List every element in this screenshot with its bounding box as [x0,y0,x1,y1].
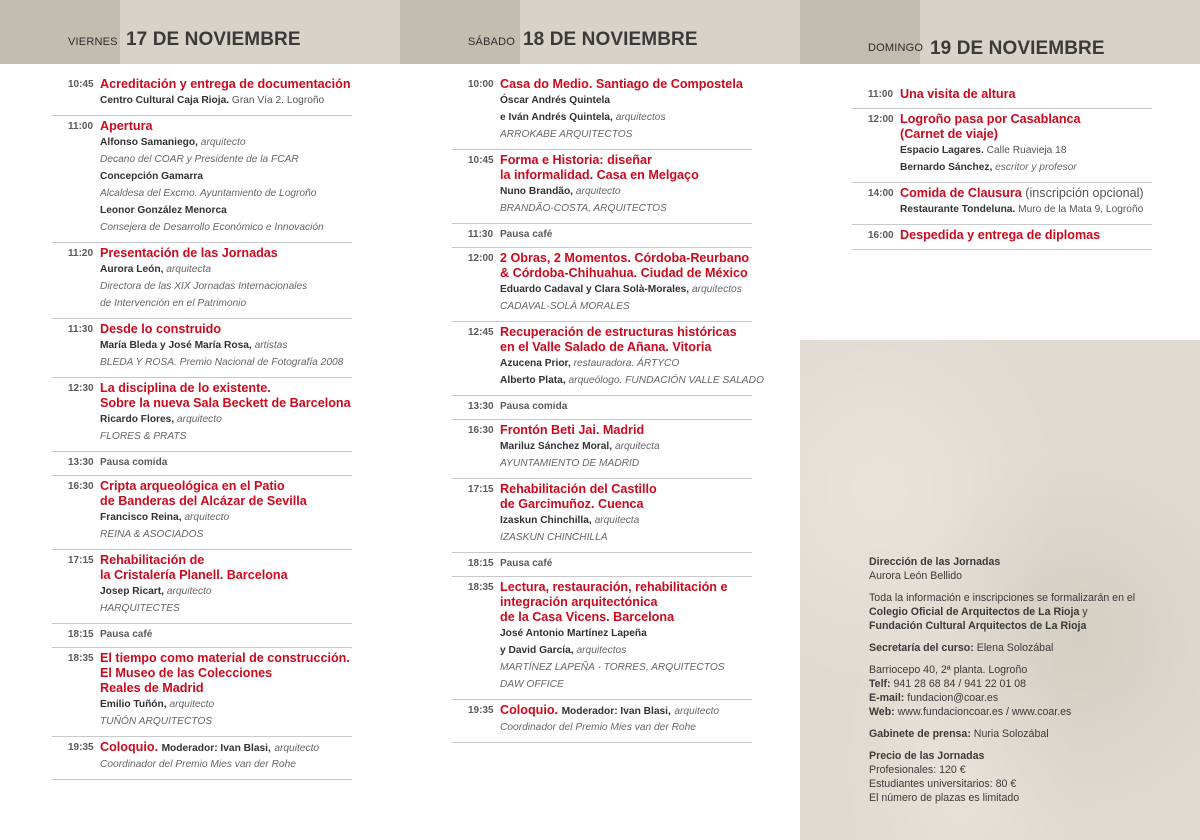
event-line [100,261,352,278]
event-title-text: Forma e Historia: diseñar la informalidad. Casa en Melgaço [500,153,699,182]
schedule-column-friday [52,74,352,780]
event-line [900,142,1152,159]
event-time: 12:30 [68,383,94,394]
secretaria-name: Elena Solozábal [973,642,1054,654]
web-value[interactable]: www.fundacioncoar.es / www.coar.es [894,706,1072,718]
pause-label: Pausa café [100,629,153,640]
event-body [100,479,352,543]
event-line [500,92,752,109]
day-date-sunday: 19 DE NOVIEMBRE [930,38,1105,59]
event-title [100,479,352,509]
event-line [100,337,352,354]
event-body [500,153,752,217]
event-title-text: El tiempo como material de construcción. El Museo de las Colecciones Reales de Madrid [100,651,350,695]
event-note: FLORES & PRATS [100,431,187,442]
event-row [852,109,1152,183]
email-value[interactable]: fundacion@coar.es [904,692,999,704]
speaker-name: y David García, [500,645,574,656]
event-body [500,557,752,570]
inscripciones-text: Toda la información e inscripciones se formalizarán en el [869,592,1136,604]
event-time: 19:35 [68,742,94,753]
event-line [900,201,1152,218]
event-time: 17:15 [68,555,94,566]
event-line [500,625,752,642]
event-note: ARROKABE ARQUITECTOS [500,129,633,140]
event-line [100,411,352,428]
event-row [52,648,352,737]
event-row [852,225,1152,250]
pause-row [452,396,752,420]
address: Barriocepo 40, 2ª planta. Logroño [869,664,1028,676]
event-body [500,228,752,241]
event-line [100,583,352,600]
speaker-name: Azucena Prior, [500,358,571,369]
event-body [100,246,352,312]
event-title [100,246,352,261]
event-body [900,186,1152,218]
event-time: 11:20 [68,248,94,259]
event-time: 11:30 [468,229,494,240]
event-title-text: Coloquio. [100,740,159,754]
speaker-name: Eduardo Cadaval y Clara Solà-Morales, [500,284,690,295]
plazas-note: El número de plazas es limitado [869,792,1020,804]
event-title [500,482,752,512]
event-row [52,737,352,780]
event-line [100,202,352,219]
speaker-name: Restaurante Tondeluna. [900,204,1016,215]
colegio-name: Colegio Oficial de Arquitectos de La Rioja [869,606,1080,618]
event-title-text: 2 Obras, 2 Momentos. Córdoba-Reurbano & Córdoba-Chihuahua. Ciudad de México [500,251,750,280]
pause-label: Pausa comida [500,401,568,412]
event-title [500,423,752,438]
event-note: Coordinador del Premio Mies van der Rohe [500,722,696,733]
event-title [500,251,752,281]
event-line [500,183,752,200]
event-row [52,243,352,319]
speaker-role: arquitecto [575,186,621,197]
speaker-role: arquitecto [184,512,230,523]
event-row [52,550,352,624]
event-note: BLEDA Y ROSA. Premio Nacional de Fotografía 2008 [100,357,344,368]
event-title-text: Apertura [100,119,153,133]
direccion-name: Aurora León Bellido [869,570,963,582]
event-body [500,325,764,389]
event-title-text: Desde lo construido [100,322,222,336]
day-label-sunday: DOMINGO [868,42,924,54]
event-body [500,400,752,413]
pause-row [52,624,352,648]
event-time: 11:00 [868,89,894,100]
event-line [100,168,352,185]
day-label-saturday: SÁBADO [468,36,516,48]
speaker-role: arquitecta [166,264,211,275]
event-title [900,87,1152,102]
event-time: 11:30 [68,324,94,335]
event-note: Decano del COAR y Presidente de la FCAR [100,154,299,165]
event-note: Alcaldesa del Excmo. Ayuntamiento de Logroño [100,188,317,199]
speaker-role: escritor y profesor [995,162,1077,173]
event-title-text: Frontón Beti Jai. Madrid [500,423,645,437]
event-title [100,553,352,583]
event-note: AYUNTAMIENTO DE MADRID [500,458,640,469]
event-row [452,150,752,224]
event-row [452,420,752,479]
event-note: Directora de las XIX Jornadas Internacionales [100,281,308,292]
speaker-role: arquitecto [166,586,212,597]
speaker-name: Centro Cultural Caja Rioja. [100,95,230,106]
event-time: 10:45 [468,155,494,166]
event-time: 10:45 [68,79,94,90]
event-note: TUÑÓN ARQUITECTOS [100,716,213,727]
day-date-saturday: 18 DE NOVIEMBRE [523,29,698,50]
event-title-text: La disciplina de lo existente. Sobre la nueva Sala Beckett de Barcelona [100,381,351,410]
event-line [500,281,752,298]
speaker-name: Bernardo Sánchez, [900,162,993,173]
event-title-text: Lectura, restauración, rehabilitación e integración arquitectónica de la Casa Vicens. Barcelona [500,580,728,624]
event-line [100,509,352,526]
event-line [500,355,752,372]
event-body [500,482,752,546]
event-title [500,580,752,625]
event-title-text: Logroño pasa por Casablanca (Carnet de viaje) [900,112,1081,141]
event-line [500,512,752,529]
event-time: 12:00 [868,114,894,125]
event-title-text: Coloquio. [500,703,559,717]
event-time: 18:15 [68,629,94,640]
event-time: 18:15 [468,558,494,569]
event-time: 11:00 [68,121,94,132]
venue-address: Calle Ruavieja 18 [986,145,1067,156]
speaker-name: Nuno Brandão, [500,186,574,197]
web-label: Web: [869,706,895,718]
event-line [100,92,352,109]
schedule-column-sunday [852,84,1152,250]
event-note: CADAVAL-SOLÀ MORALES [500,301,630,312]
event-row [452,700,752,743]
event-time: 17:15 [468,484,494,495]
info-panel [869,555,1169,813]
event-line [100,134,352,151]
event-title-text: Rehabilitación del Castillo de Garcimuñoz. Cuenca [500,482,657,511]
event-row [452,577,752,700]
speaker-role: arquitectos [615,112,666,123]
speaker-name: Emilio Tuñón, [100,699,167,710]
event-body [500,251,752,315]
event-note: IZASKUN CHINCHILLA [500,532,608,543]
event-title [900,228,1152,243]
event-row [852,84,1152,109]
event-title [900,186,1152,201]
event-row [452,74,752,150]
event-note: de Intervención en el Patrimonio [100,298,247,309]
event-note: Coordinador del Premio Mies van der Rohe [100,759,296,770]
event-time: 18:35 [468,582,494,593]
speaker-name: Josep Ricart, [100,586,164,597]
event-title-text: Comida de Clausura [900,186,1022,200]
event-row [452,322,764,396]
event-row [452,248,752,322]
pause-label: Pausa café [500,229,553,240]
event-note: HARQUITECTES [100,603,180,614]
speaker-role: arquitecto [169,699,215,710]
event-time: 16:30 [68,481,94,492]
event-body [500,703,752,736]
speaker-name: e Iván Andrés Quintela, [500,112,613,123]
speaker-role: arquitecta [614,441,660,452]
pause-label: Pausa comida [100,457,168,468]
moderator: Moderador: Ivan Blasi, [561,706,671,717]
telf-label: Telf: [869,678,891,690]
event-title-text: Despedida y entrega de diplomas [900,228,1101,242]
event-title [500,77,752,92]
event-body [500,423,752,472]
event-row [52,319,352,378]
event-title [100,322,352,337]
precio-estudiantes: Estudiantes universitarios: 80 € [869,778,1017,790]
event-body [500,77,752,143]
speaker-role: arquitecto [200,137,246,148]
event-row [452,479,752,553]
prensa-label: Gabinete de prensa: [869,728,971,740]
event-time: 16:30 [468,425,494,436]
prensa-name: Nuria Solozábal [970,728,1049,740]
speaker-name: Aurora León, [100,264,164,275]
event-body [900,87,1152,102]
venue-address: Gran Vía 2. Logroño [231,95,325,106]
pause-label: Pausa café [500,558,553,569]
event-title [500,325,752,355]
pause-row [52,452,352,476]
speaker-name: Francisco Reina, [100,512,182,523]
speaker-role: arquitecto [177,414,222,425]
event-title-text: Presentación de las Jornadas [100,246,278,260]
event-time: 13:30 [68,457,94,468]
event-title [900,112,1152,142]
event-row [52,116,352,243]
event-row [52,476,352,550]
speaker-name: María Bleda y José María Rosa, [100,340,252,351]
speaker-role: arquitectos [576,645,627,656]
event-line [500,372,764,389]
pause-row [452,224,752,248]
speaker-name: Leonor González Menorca [100,205,227,216]
event-title [100,119,352,134]
event-time: 12:00 [468,253,494,264]
speaker-role: arqueólogo. FUNDACIÓN VALLE SALADO [568,375,764,386]
event-time: 10:00 [468,79,494,90]
event-line [900,159,1152,176]
day-date-friday: 17 DE NOVIEMBRE [126,29,301,50]
event-body [100,456,352,469]
event-title [500,703,752,719]
speaker-name: Óscar Andrés Quintela [500,95,611,106]
event-time: 12:45 [468,327,494,338]
event-time: 19:35 [468,705,494,716]
event-title-text: Acreditación y entrega de documentación [100,77,351,91]
schedule-column-saturday [452,74,764,743]
speaker-role: artistas [254,340,288,351]
event-body [100,322,352,371]
telf-value: 941 28 68 84 / 941 22 01 08 [890,678,1027,690]
speaker-name: Alberto Plata, [500,375,566,386]
speaker-role: restauradora. ÁRTYCO [573,358,680,369]
precio-profesionales: Profesionales: 120 € [869,764,966,776]
speaker-name: Mariluz Sánchez Moral, [500,441,613,452]
event-body [900,228,1152,243]
event-time: 16:00 [868,230,894,241]
event-body [100,628,352,641]
event-row [52,74,352,116]
secretaria-label: Secretaría del curso: [869,642,974,654]
speaker-name: Izaskun Chinchilla, [500,515,592,526]
event-body [100,553,352,617]
header-box-saturday [400,0,520,64]
event-time: 13:30 [468,401,494,412]
event-note: MARTÍNEZ LAPEÑA - TORRES, ARQUITECTOS [500,662,725,673]
header-box-sunday [800,0,920,64]
speaker-name: José Antonio Martínez Lapeña [500,628,647,639]
moderator: Moderador: Ivan Blasi, [161,743,271,754]
event-line [500,109,752,126]
event-line [100,696,352,713]
event-body [100,381,352,445]
moderator-role: arquitecto [274,743,320,754]
event-title [100,381,352,411]
event-title-text: Recuperación de estructuras históricas en el Valle Salado de Añana. Vitoria [500,325,737,354]
event-body [100,651,352,730]
event-title-text: Casa do Medio. Santiago de Compostela [500,77,743,91]
moderator-role: arquitecto [674,706,720,717]
event-title-text: Rehabilitación de la Cristalería Planell. Barcelona [100,553,288,582]
event-title-extra: (inscripción opcional) [1021,186,1144,200]
event-title [100,651,352,696]
event-title-text: Una visita de altura [900,87,1016,101]
speaker-role: arquitecta [594,515,640,526]
event-title-text: Cripta arqueológica en el Patio de Banderas del Alcázar de Sevilla [100,479,307,508]
speaker-role: arquitectos [691,284,742,295]
venue-address: Muro de la Mata 9, Logroño [1018,204,1144,215]
event-line [500,642,752,659]
event-note: Consejera de Desarrollo Económico e Innovación [100,222,324,233]
event-row [852,183,1152,225]
fundacion-name: Fundación Cultural Arquitectos de La Rioja [869,620,1087,632]
event-title [500,153,752,183]
event-body [100,119,352,236]
event-note: DAW OFFICE [500,679,564,690]
speaker-name: Concepción Gamarra [100,171,204,182]
speaker-name: Ricardo Flores, [100,414,175,425]
event-time: 18:35 [68,653,94,664]
event-title [100,740,352,756]
event-title [100,77,352,92]
event-body [500,580,752,693]
speaker-name: Espacio Lagares. [900,145,984,156]
pause-row [452,553,752,577]
event-time: 14:00 [868,188,894,199]
direccion-title: Dirección de las Jornadas [869,556,1001,568]
colegio-y: y [1079,606,1088,618]
precio-title: Precio de las Jornadas [869,750,985,762]
event-body [100,77,352,109]
event-body [900,112,1152,176]
event-note: BRANDÃO-COSTA, ARQUITECTOS [500,203,667,214]
event-body [100,740,352,773]
day-label-friday: VIERNES [68,36,118,48]
speaker-name: Alfonso Samaniego, [100,137,198,148]
event-row [52,378,352,452]
email-label: E-mail: [869,692,905,704]
event-line [500,438,752,455]
header-box-friday [0,0,120,64]
event-note: REINA & ASOCIADOS [100,529,204,540]
